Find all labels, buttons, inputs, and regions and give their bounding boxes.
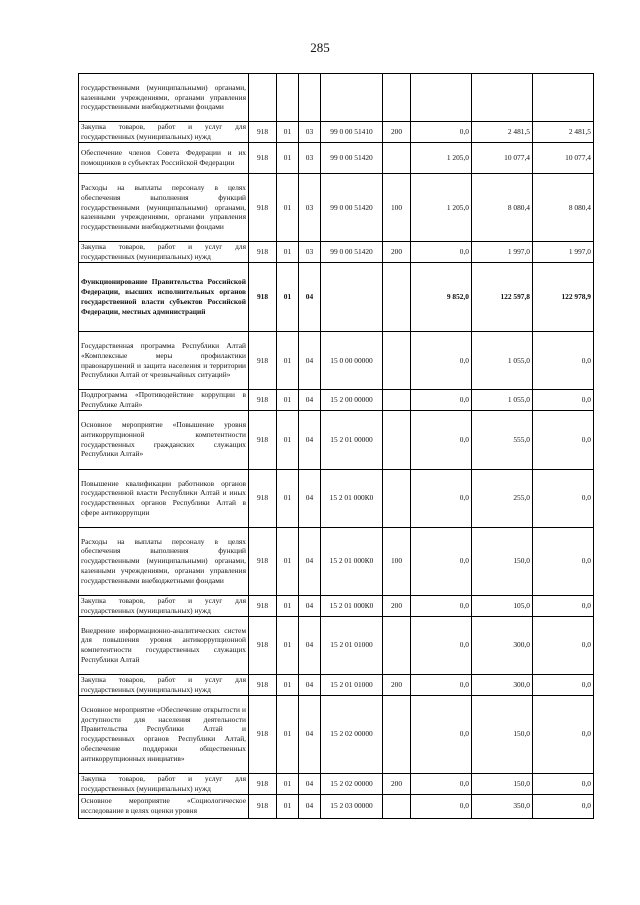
cell-amount-3: 2 481,5: [533, 122, 594, 143]
cell-amount-3: 0,0: [533, 469, 594, 527]
cell-subsection: 04: [299, 794, 321, 818]
table-row: [79, 122, 594, 143]
cell-amount-1: 1 205,0: [411, 143, 472, 174]
cell-amount-1: 0,0: [411, 469, 472, 527]
cell-grbs: 918: [249, 773, 277, 794]
cell-expense-type: 200: [383, 242, 411, 263]
cell-expense-type: [383, 74, 411, 122]
cell-target-article: 15 0 00 00000: [321, 332, 383, 390]
cell-grbs: 918: [249, 695, 277, 773]
cell-expense-type: 100: [383, 527, 411, 595]
cell-section: 01: [277, 143, 299, 174]
cell-subsection: 04: [299, 773, 321, 794]
cell-grbs: 918: [249, 174, 277, 242]
cell-name: Закупка товаров, работ и услуг для государственных (муниципальных) нужд: [79, 773, 249, 794]
cell-grbs: 918: [249, 332, 277, 390]
cell-target-article: 15 2 02 00000: [321, 773, 383, 794]
cell-amount-3: 0,0: [533, 595, 594, 616]
table-row: [79, 695, 594, 773]
cell-amount-1: 0,0: [411, 410, 472, 469]
cell-amount-2: 8 080,4: [472, 174, 533, 242]
cell-section: 01: [277, 332, 299, 390]
cell-amount-1: 0,0: [411, 674, 472, 695]
cell-expense-type: 200: [383, 773, 411, 794]
cell-grbs: [249, 74, 277, 122]
cell-name: Обеспечение членов Совета Федерации и их помощников в субъектах Российской Федерации: [79, 143, 249, 174]
cell-expense-type: 200: [383, 595, 411, 616]
cell-amount-2: 122 597,8: [472, 263, 533, 332]
cell-amount-2: 255,0: [472, 469, 533, 527]
cell-expense-type: [383, 794, 411, 818]
cell-grbs: 918: [249, 595, 277, 616]
cell-section: 01: [277, 674, 299, 695]
cell-subsection: 04: [299, 332, 321, 390]
cell-amount-1: [411, 74, 472, 122]
cell-name: государственными (муниципальными) органами, казенными учреждениями, органами управления государственными внебюджетными фондами: [79, 74, 249, 122]
table-row: [79, 616, 594, 674]
cell-amount-1: 0,0: [411, 332, 472, 390]
cell-section: 01: [277, 410, 299, 469]
cell-amount-3: 0,0: [533, 332, 594, 390]
cell-grbs: 918: [249, 527, 277, 595]
cell-target-article: [321, 263, 383, 332]
cell-expense-type: 100: [383, 174, 411, 242]
cell-amount-3: 0,0: [533, 527, 594, 595]
cell-subsection: 03: [299, 143, 321, 174]
table-row: [79, 595, 594, 616]
cell-amount-3: [533, 74, 594, 122]
cell-target-article: 15 2 01 00000: [321, 410, 383, 469]
cell-subsection: 04: [299, 695, 321, 773]
cell-amount-3: 0,0: [533, 794, 594, 818]
table-row: [79, 410, 594, 469]
cell-subsection: 04: [299, 527, 321, 595]
cell-expense-type: [383, 695, 411, 773]
cell-target-article: 15 2 01 01000: [321, 616, 383, 674]
table-row: [79, 242, 594, 263]
table-row: [79, 390, 594, 411]
table-row: [79, 794, 594, 818]
cell-amount-2: 555,0: [472, 410, 533, 469]
cell-section: 01: [277, 527, 299, 595]
table-row: [79, 527, 594, 595]
table-row: [79, 332, 594, 390]
cell-name: Подпрограмма «Противодействие коррупции в Республике Алтай»: [79, 390, 249, 411]
cell-target-article: 99 0 00 51420: [321, 174, 383, 242]
cell-amount-3: 0,0: [533, 695, 594, 773]
cell-amount-1: 0,0: [411, 773, 472, 794]
cell-section: 01: [277, 174, 299, 242]
cell-section: 01: [277, 122, 299, 143]
cell-amount-2: 150,0: [472, 527, 533, 595]
cell-amount-3: 0,0: [533, 773, 594, 794]
cell-grbs: 918: [249, 242, 277, 263]
cell-amount-2: 1 055,0: [472, 332, 533, 390]
cell-expense-type: [383, 263, 411, 332]
cell-amount-1: 0,0: [411, 390, 472, 411]
cell-amount-3: 0,0: [533, 410, 594, 469]
cell-name: Расходы на выплаты персоналу в целях обеспечения выполнения функций государственными (муниципальными) органами, казенными учреждениями, органами управления государственными внебюджетными фондами: [79, 527, 249, 595]
cell-section: 01: [277, 390, 299, 411]
cell-grbs: 918: [249, 616, 277, 674]
cell-target-article: 15 2 01 000К0: [321, 527, 383, 595]
cell-name: Закупка товаров, работ и услуг для государственных (муниципальных) нужд: [79, 674, 249, 695]
cell-section: 01: [277, 469, 299, 527]
cell-name: Закупка товаров, работ и услуг для государственных (муниципальных) нужд: [79, 122, 249, 143]
cell-name: Основное мероприятие «Повышение уровня антикоррупционной компетентности государственных гражданских служащих Республики Алтай»: [79, 410, 249, 469]
cell-grbs: 918: [249, 122, 277, 143]
cell-section: 01: [277, 794, 299, 818]
cell-target-article: 15 2 01 000К0: [321, 595, 383, 616]
cell-target-article: 15 2 01 000К0: [321, 469, 383, 527]
cell-target-article: 15 2 01 01000: [321, 674, 383, 695]
cell-name: Основное мероприятие «Обеспечение открытости и доступности для населения деятельности Правительства Республики Алтай и государственных органов Республики Алтай, обеспечение поддержки общественных антикоррупционных инициатив»: [79, 695, 249, 773]
cell-amount-3: 0,0: [533, 616, 594, 674]
cell-expense-type: [383, 410, 411, 469]
cell-grbs: 918: [249, 410, 277, 469]
cell-amount-2: 2 481,5: [472, 122, 533, 143]
cell-amount-1: 0,0: [411, 616, 472, 674]
cell-amount-1: 0,0: [411, 122, 472, 143]
cell-amount-1: 0,0: [411, 595, 472, 616]
cell-amount-3: 122 978,9: [533, 263, 594, 332]
cell-amount-1: 1 205,0: [411, 174, 472, 242]
table-row: [79, 263, 594, 332]
cell-section: 01: [277, 242, 299, 263]
cell-amount-3: 1 997,0: [533, 242, 594, 263]
cell-expense-type: 200: [383, 674, 411, 695]
cell-expense-type: [383, 143, 411, 174]
cell-section: 01: [277, 263, 299, 332]
table-row: [79, 674, 594, 695]
table-row: [79, 773, 594, 794]
cell-expense-type: [383, 332, 411, 390]
cell-section: [277, 74, 299, 122]
cell-subsection: [299, 74, 321, 122]
page-number: 285: [310, 40, 330, 55]
cell-target-article: 15 2 00 00000: [321, 390, 383, 411]
cell-amount-1: 9 852,0: [411, 263, 472, 332]
cell-name: Закупка товаров, работ и услуг для государственных (муниципальных) нужд: [79, 242, 249, 263]
table-row: [79, 174, 594, 242]
cell-amount-1: 0,0: [411, 242, 472, 263]
cell-amount-2: 10 077,4: [472, 143, 533, 174]
cell-target-article: 15 2 03 00000: [321, 794, 383, 818]
cell-subsection: 04: [299, 674, 321, 695]
cell-name: Внедрение информационно-аналитических систем для повышения уровня антикоррупционной компетентности государственных служащих Республики Алтай: [79, 616, 249, 674]
table-row: [79, 74, 594, 122]
cell-amount-2: 150,0: [472, 695, 533, 773]
cell-subsection: 04: [299, 390, 321, 411]
cell-amount-3: 10 077,4: [533, 143, 594, 174]
cell-grbs: 918: [249, 794, 277, 818]
cell-expense-type: [383, 390, 411, 411]
cell-subsection: 04: [299, 616, 321, 674]
cell-amount-2: 105,0: [472, 595, 533, 616]
cell-amount-1: 0,0: [411, 527, 472, 595]
cell-name: Расходы на выплаты персоналу в целях обеспечения выполнения функций государственными (муниципальными) органами, казенными учреждениями, органами управления государственными внебюджетными фондами: [79, 174, 249, 242]
cell-target-article: 99 0 00 51420: [321, 143, 383, 174]
cell-target-article: [321, 74, 383, 122]
cell-target-article: 99 0 00 51420: [321, 242, 383, 263]
cell-target-article: 15 2 02 00000: [321, 695, 383, 773]
cell-grbs: 918: [249, 263, 277, 332]
cell-name: Функционирование Правительства Российской Федерации, высших исполнительных органов государственной власти субъектов Российской Федерации, местных администраций: [79, 263, 249, 332]
cell-subsection: 03: [299, 242, 321, 263]
cell-amount-1: 0,0: [411, 794, 472, 818]
table-row: [79, 143, 594, 174]
cell-amount-2: 1 055,0: [472, 390, 533, 411]
cell-subsection: 04: [299, 410, 321, 469]
cell-name: Государственная программа Республики Алтай «Комплексные меры профилактики правонарушений и защита населения и территории Республики Алтай от чрезвычайных ситуаций»: [79, 332, 249, 390]
cell-section: 01: [277, 773, 299, 794]
cell-expense-type: [383, 616, 411, 674]
cell-amount-2: [472, 74, 533, 122]
cell-amount-1: 0,0: [411, 695, 472, 773]
cell-grbs: 918: [249, 674, 277, 695]
cell-amount-2: 300,0: [472, 616, 533, 674]
cell-name: Повышение квалификации работников органов государственной власти Республики Алтай и иных государственных органов Республики Алтай в сфере антикоррупции: [79, 469, 249, 527]
cell-expense-type: [383, 469, 411, 527]
cell-grbs: 918: [249, 143, 277, 174]
cell-amount-2: 1 997,0: [472, 242, 533, 263]
cell-name: Основное мероприятие «Социологическое исследование в целях оценки уровня: [79, 794, 249, 818]
cell-subsection: 04: [299, 263, 321, 332]
cell-subsection: 04: [299, 595, 321, 616]
cell-amount-2: 350,0: [472, 794, 533, 818]
cell-target-article: 99 0 00 51410: [321, 122, 383, 143]
cell-amount-2: 300,0: [472, 674, 533, 695]
cell-amount-2: 150,0: [472, 773, 533, 794]
cell-name: Закупка товаров, работ и услуг для государственных (муниципальных) нужд: [79, 595, 249, 616]
budget-table: [78, 73, 594, 819]
cell-expense-type: 200: [383, 122, 411, 143]
cell-amount-3: 0,0: [533, 390, 594, 411]
cell-subsection: 04: [299, 469, 321, 527]
cell-amount-3: 0,0: [533, 674, 594, 695]
cell-section: 01: [277, 695, 299, 773]
cell-grbs: 918: [249, 390, 277, 411]
table-row: [79, 469, 594, 527]
cell-subsection: 03: [299, 122, 321, 143]
cell-grbs: 918: [249, 469, 277, 527]
cell-subsection: 03: [299, 174, 321, 242]
cell-section: 01: [277, 616, 299, 674]
cell-amount-3: 8 080,4: [533, 174, 594, 242]
cell-section: 01: [277, 595, 299, 616]
